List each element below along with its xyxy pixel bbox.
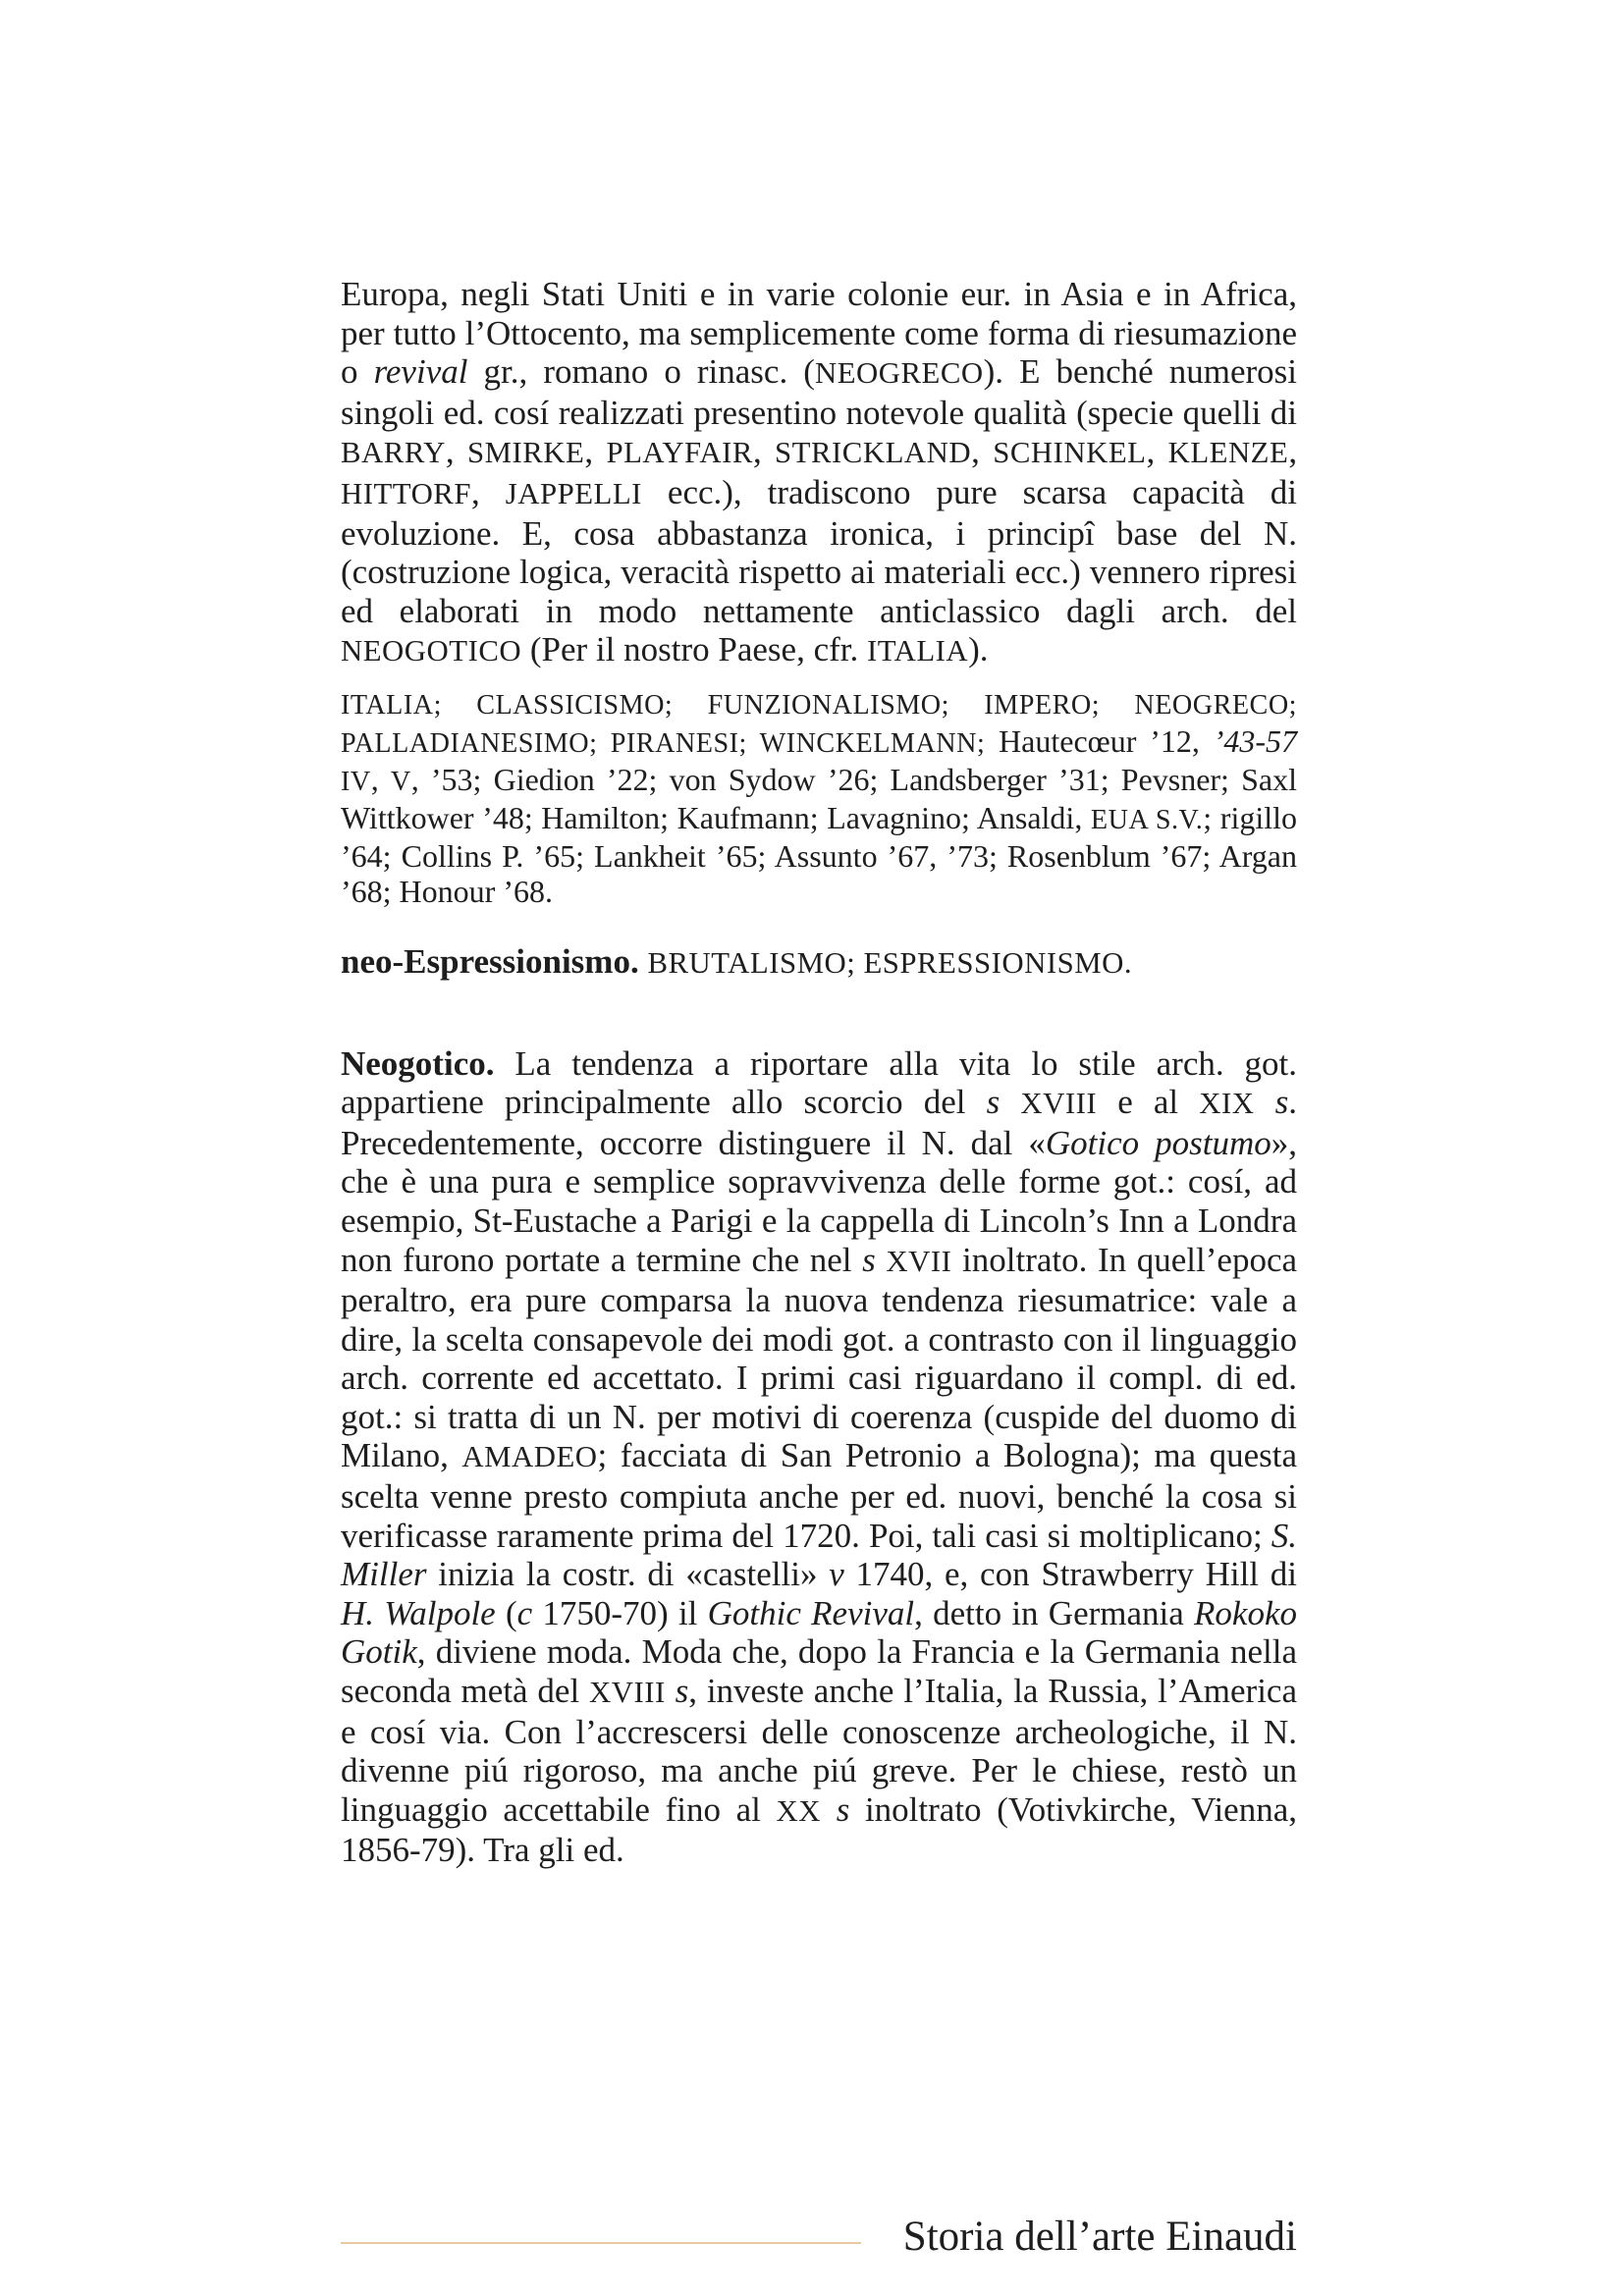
entry-neoclassicismo-continuation	[341, 275, 1297, 671]
text-run: ,	[971, 432, 994, 471]
text-run: XVIII	[589, 1676, 666, 1710]
entry-neogotico	[341, 1044, 1297, 1870]
text-run: , diviene moda. Moda che, dopo la Francia e la Germania nella seconda metà del	[341, 1632, 1297, 1711]
text-run: AMADEO	[461, 1440, 598, 1474]
text-run: (	[495, 1593, 517, 1632]
text-run: ecc.), tradiscono pure scarsa capacità di evoluzione. E, cosa abbastanza ironica, i principî base del N. (costruzione logica, veracità rispetto ai materiali ecc.) vennero ripresi ed elaborati in modo nettamente anticlassico dagli arch. del	[341, 472, 1297, 630]
text-run: Rokoko Gotik	[341, 1593, 1297, 1672]
text-run: ,	[445, 432, 467, 471]
text-run: , ’53; Giedion ’22; von Sydow ’26; Landsberger ’31; Pevsner; Saxl Wittkower ’48; Hamilton; Kaufmann; Lavagnino; Ansaldi,	[341, 761, 1298, 835]
text-run	[821, 1790, 837, 1829]
text-run: ; facciata di San Petronio a Bologna); ma questa scelta venne presto compiuta anche per ed. nuovi, benché la cosa si verificasse raramente prima del 1720. Poi, tali casi si moltiplicano;	[341, 1436, 1297, 1555]
text-run: s	[836, 1789, 850, 1829]
text-run: ).	[968, 630, 989, 669]
text-run	[1255, 1083, 1275, 1121]
text-run: ,	[1146, 432, 1168, 471]
text-run	[876, 1241, 887, 1279]
text-run: S. Miller	[341, 1516, 1297, 1594]
text-run: ’43-57	[1213, 722, 1297, 759]
text-run: ,	[584, 432, 607, 471]
text-run: H. Walpole	[341, 1593, 496, 1632]
text-run: Europa, negli Stati Uniti e in varie colonie eur. in Asia e in Africa, per tutto l’Ottocento, ma semplicemente come forma di riesumazione o	[341, 275, 1297, 392]
text-run: Hautecœur ’12,	[985, 722, 1214, 759]
text-run: IV	[341, 766, 371, 797]
text-run: XVIII	[1020, 1087, 1098, 1121]
text-run: ,	[1288, 432, 1298, 471]
text-run: BRUTALISMO; ESPRESSIONISMO.	[647, 945, 1133, 980]
text-run: v	[829, 1555, 844, 1594]
text-run	[1000, 1083, 1020, 1121]
footer-publisher-label: Storia dell’arte Einaudi	[902, 2214, 1297, 2260]
text-run: SMIRKE	[467, 436, 585, 470]
text-run: », che è una pura e semplice sopravvivenza delle forme got.: cosí, ad esempio, St-Eustache a Parigi e la cappella di Lincoln’s Inn a Londra non furono portate a termine che nel	[341, 1123, 1297, 1279]
text-run: NEOGOTICO	[341, 634, 522, 668]
text-run: STRICKLAND	[775, 436, 972, 470]
text-run: , detto in Germania	[914, 1593, 1195, 1632]
text-run: V	[390, 766, 411, 797]
text-run: ITALIA	[867, 634, 969, 668]
text-run: BARRY	[341, 436, 446, 470]
text-run: 1740, e, con Strawberry Hill di	[843, 1555, 1298, 1594]
text-run: XX	[776, 1793, 822, 1828]
bibliography-neoclassicismo	[341, 685, 1297, 909]
text-run: Gothic Revival	[707, 1593, 915, 1632]
text-run: c	[516, 1593, 533, 1632]
text-run: ,	[370, 761, 391, 797]
footer-rule	[341, 2242, 861, 2244]
text-run: ITALIA; CLASSICISMO; FUNZIONALISMO; IMPERO; NEOGRECO; PALLADIANESIMO; PIRANESI; WINCKELMANN;	[341, 689, 1297, 759]
text-run: EUA S.V.	[1090, 804, 1204, 835]
text-run: . Precedentemente, occorre distinguere il N. dal «	[341, 1083, 1298, 1162]
text-run: neo-Espressionismo.	[341, 941, 639, 981]
text-run: inoltrato (Votivkirche, Vienna, 1856-79). Tra gli ed.	[341, 1789, 1297, 1870]
text-run: NEOGRECO	[814, 356, 984, 391]
text-run: KLENZE	[1167, 436, 1289, 470]
text-run: PLAYFAIR	[606, 436, 753, 470]
text-column	[341, 275, 1297, 1870]
text-run: Neogotico.	[341, 1043, 495, 1083]
text-run: ,	[752, 432, 776, 471]
text-run: e al	[1097, 1083, 1200, 1122]
text-run: HITTORF	[341, 476, 471, 510]
text-run: 1750-70) il	[532, 1593, 708, 1632]
text-run: revival	[373, 352, 468, 392]
text-run: s	[675, 1672, 689, 1711]
text-run: Gotico postumo	[1045, 1123, 1271, 1162]
text-run: La tendenza a riportare alla vita lo stile arch. got. appartiene principalmente allo scorcio del	[341, 1043, 1297, 1122]
text-run: SCHINKEL	[993, 436, 1147, 470]
text-run: ,	[470, 472, 506, 511]
text-run: s	[986, 1083, 1001, 1122]
text-run: ; rigillo ’64; Collins P. ’65; Lankheit ’65; Assunto ’67, ’73; Rosenblum ’67; Argan ’68; Honour ’68.	[341, 799, 1297, 909]
text-run: XVII	[886, 1244, 952, 1278]
text-run	[666, 1672, 676, 1710]
text-run: (Per il nostro Paese, cfr.	[521, 630, 867, 669]
text-run: XIX	[1199, 1087, 1255, 1121]
text-run: , investe anche l’Italia, la Russia, l’America e cosí via. Con l’accrescersi delle conoscenze archeologiche, il N. divenne piú rigoroso, ma anche piú greve. Per le chiese, restò un linguaggio accettabile fino al	[341, 1672, 1297, 1829]
text-run: inizia la costr. di «castelli»	[426, 1555, 830, 1594]
text-run: JAPPELLI	[505, 476, 642, 510]
entry-neo-espressionismo	[341, 942, 1297, 984]
text-run: s	[862, 1240, 876, 1279]
text-run: inoltrato. In quell’epoca peraltro, era pure comparsa la nuova tendenza riesumatrice: vale a dire, la scelta consapevole dei modi got. a contrasto con il linguaggio arch. corrente ed accettato. I primi casi riguardano il compl. di ed. got.: si tratta di un N. per motivi di coerenza (cuspide del duomo di Milano,	[341, 1240, 1298, 1475]
text-run: s	[1274, 1083, 1289, 1122]
text-run: gr., romano o rinasc. (	[467, 352, 815, 392]
text-run: ). E benché numerosi singoli ed. cosí realizzati presentino notevole qualità (specie quelli di	[341, 352, 1297, 432]
